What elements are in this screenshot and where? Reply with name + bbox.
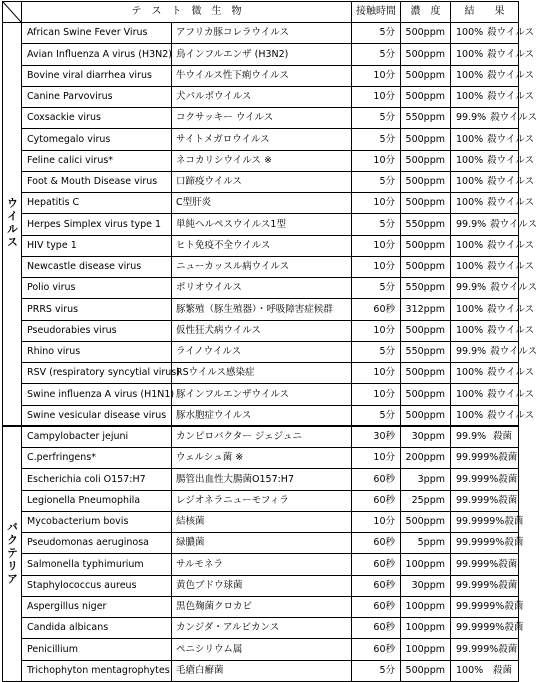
result-cell: [451, 23, 535, 44]
result-percent: 100%: [456, 261, 484, 273]
contact-time: 10分: [352, 235, 401, 256]
result-cell: [451, 86, 535, 107]
table-row: [3, 235, 519, 256]
result-label: 殺菌: [492, 664, 512, 676]
result-cell: [451, 171, 535, 192]
concentration: 500ppm: [401, 405, 451, 426]
table-row: [3, 596, 519, 617]
concentration: 500ppm: [401, 256, 451, 277]
result-cell: [451, 65, 535, 86]
result-cell: [451, 129, 535, 150]
contact-time: 10分: [352, 150, 401, 171]
organism-name-en: Swine influenza A virus (H1N1): [22, 384, 172, 405]
organism-name-en: Aspergillus niger: [22, 596, 172, 617]
table-row: [3, 23, 519, 44]
result-cell: [451, 533, 524, 554]
result-label: 殺ウイルス: [487, 239, 535, 251]
result-cell: [451, 511, 524, 532]
result-cell: [451, 426, 519, 447]
result-percent: 100%: [456, 176, 484, 188]
organism-name-jp: ウェルシュ菌 ※: [172, 448, 352, 469]
table-header-row: [3, 2, 519, 23]
contact-time: 5分: [352, 278, 401, 299]
result-cell: [451, 363, 535, 384]
organism-name-jp: 豚水胞症ウイルス: [172, 405, 352, 426]
concentration: 500ppm: [401, 511, 451, 532]
table-row: [3, 490, 519, 511]
result-percent: 99.9%: [456, 282, 487, 294]
organism-name-jp: 牛ウイルス性下痢ウイルス: [172, 65, 352, 86]
organism-name-en: Foot & Mouth Disease virus: [22, 171, 172, 192]
result-cell: [451, 490, 519, 511]
contact-time: 5分: [352, 214, 401, 235]
result-percent: 100%: [456, 69, 484, 81]
concentration: 500ppm: [401, 320, 451, 341]
organism-name-jp: 緑膿菌: [172, 533, 352, 554]
table-row: [3, 65, 519, 86]
organism-name-jp: 腸管出血性大腸菌O157:H7: [172, 469, 352, 490]
organism-name-jp: 結核菌: [172, 511, 352, 532]
table-row: [3, 554, 519, 575]
organism-name-en: Rhino virus: [22, 341, 172, 362]
result-label: 殺菌: [498, 494, 518, 506]
organism-name-en: Trichophyton mentagrophytes: [22, 660, 172, 681]
concentration: 5ppm: [401, 533, 451, 554]
contact-time: 10分: [352, 448, 401, 469]
result-label: 殺菌: [498, 558, 518, 570]
header-concentration: 濃 度: [401, 2, 451, 23]
table-row: [3, 426, 519, 447]
contact-time: 60秒: [352, 490, 401, 511]
result-cell: [451, 405, 535, 426]
table-row: [3, 618, 519, 639]
result-label: 殺ウイルス: [487, 27, 535, 39]
organism-name-en: Feline calici virus*: [22, 150, 172, 171]
organism-name-jp: ニューカッスル病ウイルス: [172, 256, 352, 277]
organism-name-jp: 黒色麹菌クロカビ: [172, 596, 352, 617]
result-label: 殺ウイルス: [487, 69, 535, 81]
organism-name-en: African Swine Fever Virus: [22, 23, 172, 44]
result-label: 殺菌: [498, 579, 518, 591]
result-percent: 99.9999%: [456, 537, 505, 549]
table-row: [3, 108, 519, 129]
organism-name-jp: 豚繁殖（豚生殖器）・呼吸障害症候群: [172, 299, 352, 320]
result-cell: [451, 150, 535, 171]
result-cell: [451, 469, 519, 490]
concentration: 500ppm: [401, 193, 451, 214]
contact-time: 60秒: [352, 533, 401, 554]
result-label: 殺ウイルス: [490, 282, 537, 294]
table-row: [3, 193, 519, 214]
result-label: 殺ウイルス: [490, 346, 537, 358]
organism-name-en: Herpes Simplex virus type 1: [22, 214, 172, 235]
result-percent: 99.9999%: [456, 622, 505, 634]
concentration: 550ppm: [401, 214, 451, 235]
result-label: 殺ウイルス: [490, 112, 537, 124]
contact-time: 10分: [352, 86, 401, 107]
contact-time: 5分: [352, 171, 401, 192]
concentration: 500ppm: [401, 129, 451, 150]
result-percent: 100%: [456, 27, 484, 39]
result-label: 殺ウイルス: [487, 133, 535, 145]
result-label: 殺ウイルス: [487, 324, 535, 336]
result-label: 殺ウイルス: [487, 197, 535, 209]
result-label: 殺ウイルス: [487, 409, 535, 421]
concentration: 100ppm: [401, 618, 451, 639]
organism-name-en: Hepatitis C: [22, 193, 172, 214]
table-row: [3, 86, 519, 107]
organism-name-en: Newcastle disease virus: [22, 256, 172, 277]
test-results-table: [2, 1, 537, 682]
contact-time: 10分: [352, 384, 401, 405]
organism-name-en: PRRS virus: [22, 299, 172, 320]
organism-name-jp: 鳥インフルエンザ (H3N2): [172, 44, 352, 65]
result-cell: [451, 341, 537, 362]
concentration: 500ppm: [401, 44, 451, 65]
organism-name-en: Pseudorabies virus: [22, 320, 172, 341]
result-percent: 100%: [456, 664, 484, 676]
category-text: バクテリア: [5, 520, 19, 586]
contact-time: 60秒: [352, 554, 401, 575]
contact-time: 5分: [352, 108, 401, 129]
result-percent: 99.9999%: [456, 601, 505, 613]
concentration: 500ppm: [401, 171, 451, 192]
result-label: 殺菌: [504, 601, 524, 613]
organism-name-en: Penicillium: [22, 639, 172, 660]
table-row: [3, 660, 519, 681]
result-label: 殺ウイルス: [490, 218, 537, 230]
concentration: 30ppm: [401, 426, 451, 447]
result-cell: [451, 235, 535, 256]
table-row: [3, 405, 519, 426]
result-cell: [451, 618, 524, 639]
table-row: [3, 278, 519, 299]
result-percent: 100%: [456, 197, 484, 209]
organism-name-jp: C型肝炎: [172, 193, 352, 214]
organism-name-en: Polio virus: [22, 278, 172, 299]
contact-time: 60秒: [352, 596, 401, 617]
result-percent: 99.999%: [456, 558, 499, 570]
organism-name-jp: サイトメガロウイルス: [172, 129, 352, 150]
organism-name-jp: 豚インフルエンザウイルス: [172, 384, 352, 405]
result-percent: 100%: [456, 409, 484, 421]
concentration: 550ppm: [401, 278, 451, 299]
concentration: 550ppm: [401, 108, 451, 129]
organism-name-jp: ペニシリウム属: [172, 639, 352, 660]
organism-name-en: Candida albicans: [22, 618, 172, 639]
result-cell: [451, 660, 519, 681]
organism-name-en: Escherichia coli O157:H7: [22, 469, 172, 490]
contact-time: 5分: [352, 129, 401, 150]
result-percent: 100%: [456, 388, 484, 400]
contact-time: 5分: [352, 23, 401, 44]
result-label: 殺菌: [498, 473, 518, 485]
result-percent: 99.9%: [456, 431, 487, 443]
result-percent: 100%: [456, 303, 484, 315]
concentration: 3ppm: [401, 469, 451, 490]
result-label: 殺菌: [498, 452, 518, 464]
result-percent: 100%: [456, 324, 484, 336]
header-contact-time: 接触時間: [352, 2, 401, 23]
table-row: [3, 214, 519, 235]
organism-name-jp: RSウイルス感染症: [172, 363, 352, 384]
table-row: [3, 129, 519, 150]
organism-name-jp: レジオネラニューモフィラ: [172, 490, 352, 511]
organism-name-jp: 仮性狂犬病ウイルス: [172, 320, 352, 341]
contact-time: 5分: [352, 660, 401, 681]
concentration: 500ppm: [401, 23, 451, 44]
result-label: 殺ウイルス: [487, 303, 535, 315]
header-corner-cell: [3, 2, 22, 23]
concentration: 312ppm: [401, 299, 451, 320]
organism-name-jp: ネコカリシウイルス ※: [172, 150, 352, 171]
result-percent: 100%: [456, 367, 484, 379]
organism-name-jp: サルモネラ: [172, 554, 352, 575]
result-label: 殺ウイルス: [487, 48, 535, 60]
result-percent: 100%: [456, 133, 484, 145]
contact-time: 60秒: [352, 469, 401, 490]
table-body: [3, 23, 537, 682]
concentration: 500ppm: [401, 363, 451, 384]
organism-name-jp: 口蹄疫ウイルス: [172, 171, 352, 192]
organism-name-jp: 単純ヘルペスウイルス1型: [172, 214, 352, 235]
organism-name-en: Pseudomonas aeruginosa: [22, 533, 172, 554]
table-row: [3, 511, 519, 532]
concentration: 100ppm: [401, 639, 451, 660]
result-label: 殺ウイルス: [487, 176, 535, 188]
result-label: 殺ウイルス: [487, 154, 535, 166]
contact-time: 5分: [352, 341, 401, 362]
organism-name-en: C.perfringens*: [22, 448, 172, 469]
contact-time: 10分: [352, 511, 401, 532]
concentration: 100ppm: [401, 554, 451, 575]
table-row: [3, 384, 519, 405]
organism-name-jp: ポリオウイルス: [172, 278, 352, 299]
contact-time: 60秒: [352, 639, 401, 660]
concentration: 25ppm: [401, 490, 451, 511]
contact-time: 30秒: [352, 426, 401, 447]
concentration: 500ppm: [401, 86, 451, 107]
category-label: [3, 426, 22, 681]
result-cell: [451, 575, 519, 596]
organism-name-en: Cytomegalo virus: [22, 129, 172, 150]
contact-time: 10分: [352, 363, 401, 384]
concentration: 500ppm: [401, 660, 451, 681]
table-row: [3, 639, 519, 660]
header-microbe: テ ス ト 微 生 物: [22, 2, 352, 23]
result-cell: [451, 596, 524, 617]
concentration: 200ppm: [401, 448, 451, 469]
contact-time: 60秒: [352, 575, 401, 596]
category-text: ウイルス: [5, 197, 19, 250]
result-percent: 99.9%: [456, 346, 487, 358]
contact-time: 10分: [352, 65, 401, 86]
contact-time: 10分: [352, 193, 401, 214]
result-cell: [451, 384, 535, 405]
concentration: 500ppm: [401, 235, 451, 256]
table-row: [3, 44, 519, 65]
table-row: [3, 469, 519, 490]
contact-time: 10分: [352, 256, 401, 277]
table-row: [3, 299, 519, 320]
organism-name-jp: ライノウイルス: [172, 341, 352, 362]
result-percent: 99.9999%: [456, 516, 505, 528]
contact-time: 10分: [352, 320, 401, 341]
contact-time: 5分: [352, 44, 401, 65]
header-result: 結 果: [451, 2, 519, 23]
organism-name-en: Bovine viral diarrhea virus: [22, 65, 172, 86]
result-percent: 99.9%: [456, 112, 487, 124]
result-cell: [451, 44, 535, 65]
result-cell: [451, 193, 535, 214]
result-percent: 100%: [456, 91, 484, 103]
organism-name-en: HIV type 1: [22, 235, 172, 256]
contact-time: 60秒: [352, 299, 401, 320]
result-cell: [451, 554, 519, 575]
result-cell: [451, 639, 519, 660]
organism-name-en: Staphylococcus aureus: [22, 575, 172, 596]
result-cell: [451, 278, 537, 299]
table-row: [3, 575, 519, 596]
result-label: 殺ウイルス: [487, 367, 535, 379]
result-percent: 100%: [456, 154, 484, 166]
table-row: [3, 363, 519, 384]
contact-time: 5分: [352, 405, 401, 426]
organism-name-en: Swine vesicular disease virus: [22, 405, 172, 426]
diagonal-line: [3, 2, 21, 22]
result-percent: 99.999%: [456, 643, 499, 655]
result-label: 殺ウイルス: [487, 91, 535, 103]
concentration: 500ppm: [401, 384, 451, 405]
result-label: 殺菌: [492, 431, 512, 443]
organism-name-jp: コクサッキー ウイルス: [172, 108, 352, 129]
result-label: 殺菌: [504, 622, 524, 634]
table-row: [3, 150, 519, 171]
result-label: 殺ウイルス: [487, 261, 535, 273]
result-label: 殺ウイルス: [487, 388, 535, 400]
result-cell: [451, 108, 537, 129]
table-row: [3, 533, 519, 554]
result-cell: [451, 214, 537, 235]
organism-name-jp: ヒト免疫不全ウイルス: [172, 235, 352, 256]
result-percent: 99.999%: [456, 452, 499, 464]
organism-name-en: Legionella Pneumophila: [22, 490, 172, 511]
category-label: [3, 23, 22, 427]
concentration: 500ppm: [401, 65, 451, 86]
organism-name-jp: カンジダ・アルビカンス: [172, 618, 352, 639]
organism-name-jp: 犬パルボウイルス: [172, 86, 352, 107]
organism-name-en: Canine Parvovirus: [22, 86, 172, 107]
table-row: [3, 448, 519, 469]
concentration: 550ppm: [401, 341, 451, 362]
result-percent: 100%: [456, 239, 484, 251]
result-cell: [451, 256, 535, 277]
result-label: 殺菌: [498, 643, 518, 655]
result-label: 殺菌: [504, 537, 524, 549]
organism-name-en: Mycobacterium bovis: [22, 511, 172, 532]
organism-name-en: RSV (respiratory syncytial virus): [22, 363, 172, 384]
table-row: [3, 341, 519, 362]
concentration: 100ppm: [401, 596, 451, 617]
organism-name-en: Coxsackie virus: [22, 108, 172, 129]
organism-name-en: Avian Influenza A virus (H3N2): [22, 44, 172, 65]
contact-time: 60秒: [352, 618, 401, 639]
result-percent: 99.999%: [456, 579, 499, 591]
organism-name-en: Salmonella typhimurium: [22, 554, 172, 575]
result-cell: [451, 320, 535, 341]
table-row: [3, 256, 519, 277]
result-percent: 99.9%: [456, 218, 487, 230]
organism-name-jp: 毛瘡白癬菌: [172, 660, 352, 681]
result-percent: 100%: [456, 48, 484, 60]
result-percent: 99.999%: [456, 473, 499, 485]
organism-name-jp: カンピロバクター ジェジュニ: [172, 426, 352, 447]
result-label: 殺菌: [504, 516, 524, 528]
result-cell: [451, 448, 519, 469]
concentration: 30ppm: [401, 575, 451, 596]
result-cell: [451, 299, 535, 320]
organism-name-jp: 黄色ブドウ球菌: [172, 575, 352, 596]
organism-name-jp: アフリカ豚コレラウイルス: [172, 23, 352, 44]
table-row: [3, 171, 519, 192]
organism-name-en: Campylobacter jejuni: [22, 426, 172, 447]
table-row: [3, 320, 519, 341]
result-percent: 99.999%: [456, 494, 499, 506]
concentration: 500ppm: [401, 150, 451, 171]
